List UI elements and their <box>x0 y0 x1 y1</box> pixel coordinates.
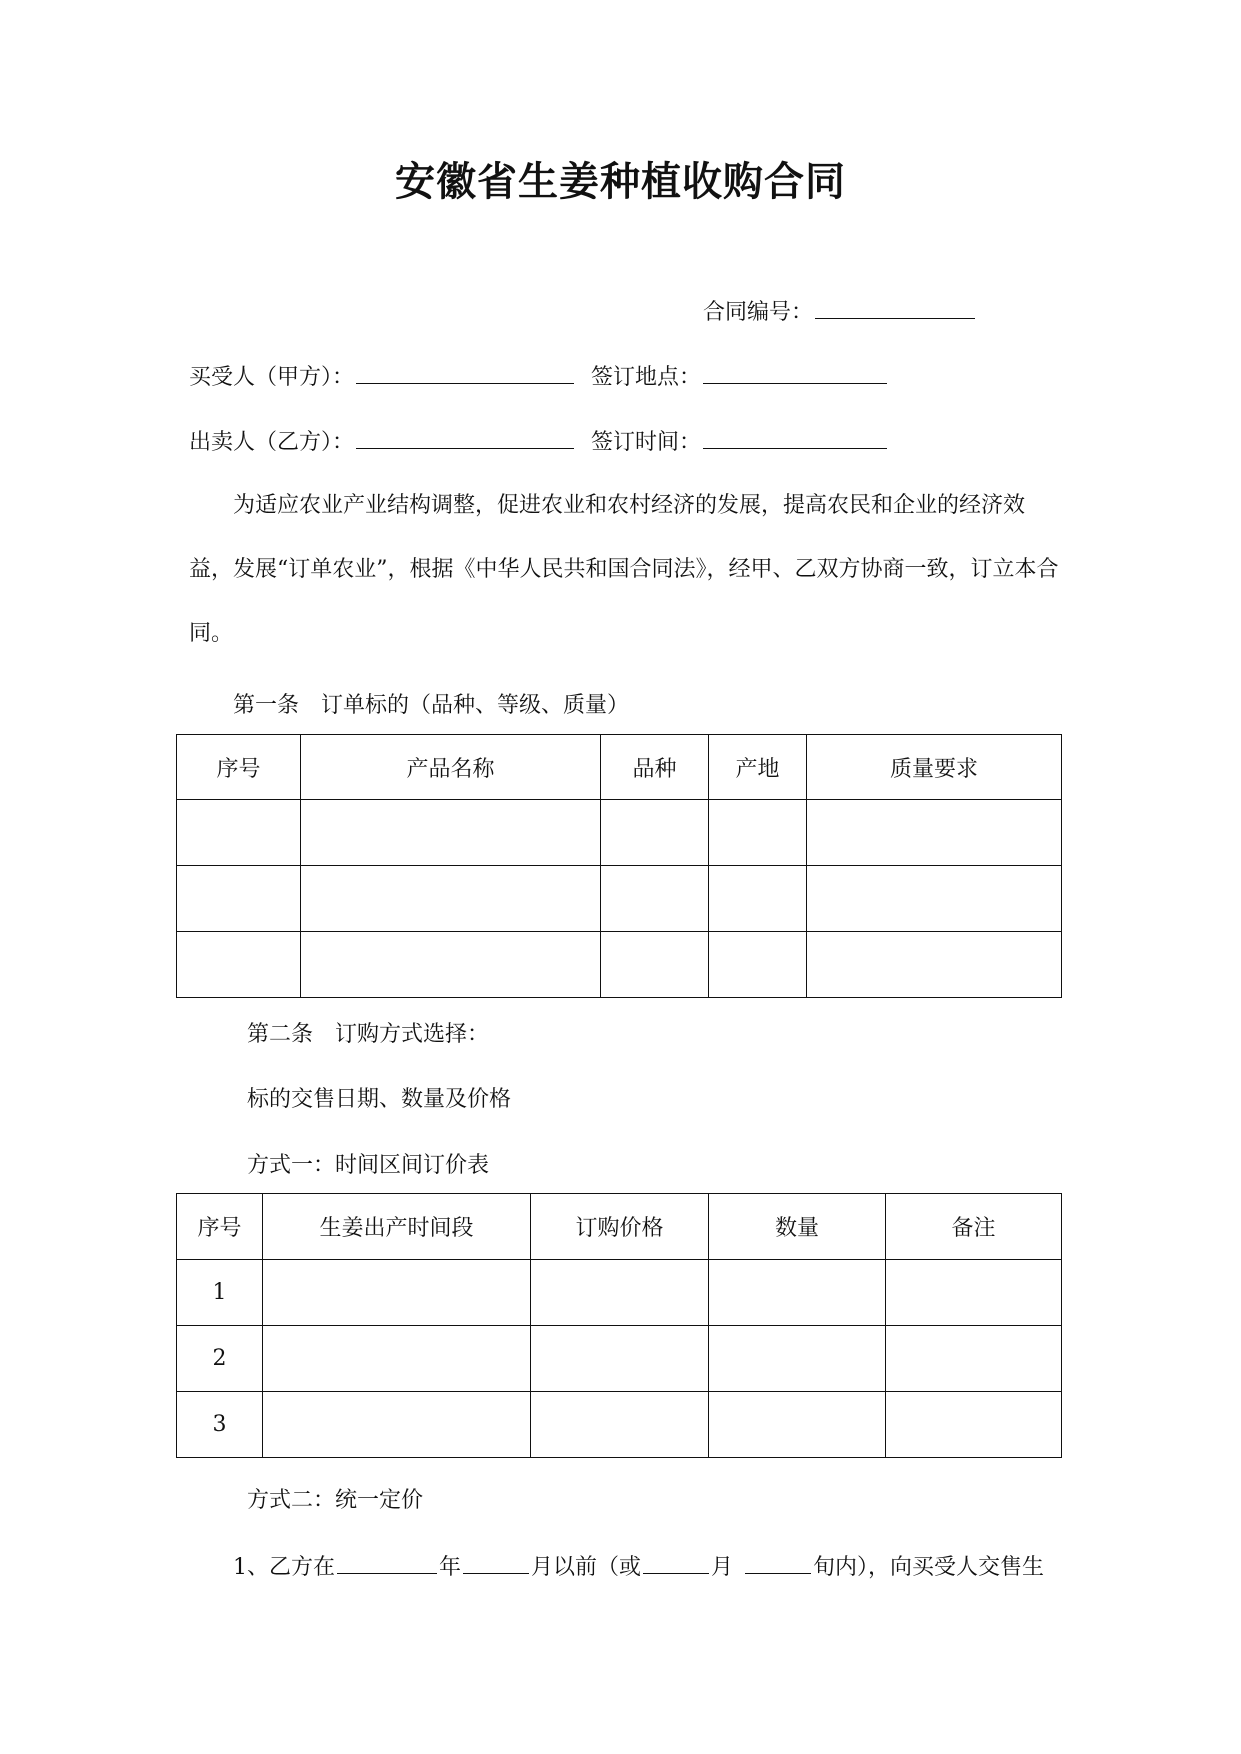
time-interval-price-table <box>176 1193 1062 1458</box>
table-cell[interactable] <box>263 1392 531 1458</box>
table-cell[interactable] <box>177 932 301 998</box>
table-row <box>177 1326 1062 1392</box>
table-cell[interactable] <box>177 800 301 866</box>
table-cell[interactable] <box>601 800 709 866</box>
table-cell[interactable] <box>531 1392 709 1458</box>
table-cell[interactable] <box>301 932 601 998</box>
xun-blank[interactable] <box>745 1551 811 1574</box>
column-header: 备注 <box>886 1194 1062 1260</box>
table-row <box>177 866 1062 932</box>
month-blank[interactable] <box>463 1551 529 1574</box>
table-row <box>177 1260 1062 1326</box>
table-cell[interactable] <box>886 1260 1062 1326</box>
table-cell[interactable] <box>301 800 601 866</box>
buyer-label: 买受人（甲方）： <box>189 365 355 390</box>
table-cell[interactable] <box>807 866 1062 932</box>
sign-time-blank[interactable] <box>703 426 887 449</box>
sign-place-blank[interactable] <box>703 361 887 384</box>
article2-subheading: 标的交售日期、数量及价格 <box>247 1087 512 1112</box>
table-row <box>177 800 1062 866</box>
clause-1-prefix: 1、乙方在 <box>233 1555 335 1580</box>
column-header: 序号 <box>177 1194 263 1260</box>
table-header-row <box>177 1194 1062 1260</box>
sign-place-label: 签订地点： <box>591 365 702 390</box>
column-header: 订购价格 <box>531 1194 709 1260</box>
table-cell[interactable] <box>807 800 1062 866</box>
clause-1-month: 月 <box>711 1555 734 1580</box>
document-title: 安徽省生姜种植收购合同 <box>395 158 846 205</box>
table-row <box>177 1392 1062 1458</box>
table-cell[interactable] <box>531 1326 709 1392</box>
row-number: 1 <box>177 1260 263 1326</box>
method1-label: 方式一：时间区间订价表 <box>247 1153 490 1178</box>
contract-number-label: 合同编号： <box>703 300 814 325</box>
contract-number-blank[interactable] <box>815 296 975 319</box>
column-header: 数量 <box>709 1194 886 1260</box>
table-cell[interactable] <box>886 1326 1062 1392</box>
seller-label: 出卖人（乙方）： <box>189 430 355 455</box>
table-row <box>177 932 1062 998</box>
clause-1-month-before: 月以前（或 <box>531 1555 642 1580</box>
column-header: 产地 <box>709 735 807 800</box>
table-cell[interactable] <box>709 1260 886 1326</box>
seller-blank[interactable] <box>356 426 574 449</box>
alt-month-blank[interactable] <box>643 1551 709 1574</box>
column-header: 产品名称 <box>301 735 601 800</box>
sign-time-label: 签订时间： <box>591 430 702 455</box>
table-cell[interactable] <box>263 1326 531 1392</box>
table-cell[interactable] <box>709 1326 886 1392</box>
article2-heading: 第二条 订购方式选择： <box>247 1022 490 1047</box>
clause-1-xun: 旬内），向买受人交售生 <box>813 1555 1045 1580</box>
table-cell[interactable] <box>601 932 709 998</box>
table-cell[interactable] <box>531 1260 709 1326</box>
year-blank[interactable] <box>337 1551 437 1574</box>
row-number: 3 <box>177 1392 263 1458</box>
table-cell[interactable] <box>709 1392 886 1458</box>
buyer-row <box>189 360 889 391</box>
contract-number-row <box>703 295 977 326</box>
column-header: 生姜出产时间段 <box>263 1194 531 1260</box>
column-header: 序号 <box>177 735 301 800</box>
method2-label: 方式二：统一定价 <box>247 1488 424 1513</box>
table-header-row <box>177 735 1062 800</box>
table-cell[interactable] <box>709 800 807 866</box>
table-cell[interactable] <box>601 866 709 932</box>
table-cell[interactable] <box>807 932 1062 998</box>
table-cell[interactable] <box>301 866 601 932</box>
buyer-blank[interactable] <box>356 361 574 384</box>
table-cell[interactable] <box>177 866 301 932</box>
article1-heading: 第一条 订单标的（品种、等级、质量） <box>233 693 630 718</box>
order-subject-table <box>176 734 1062 998</box>
column-header: 品种 <box>601 735 709 800</box>
column-header: 质量要求 <box>807 735 1062 800</box>
seller-row <box>189 425 889 456</box>
table-cell[interactable] <box>709 932 807 998</box>
table-cell[interactable] <box>886 1392 1062 1458</box>
table-cell[interactable] <box>709 866 807 932</box>
intro-paragraph: 为适应农业产业结构调整，促进农业和农村经济的发展，提高农民和企业的经济效益，发展“订单农业”，根据《中华人民共和国合同法》，经甲、乙双方协商一致，订立本合同。 <box>189 493 1059 646</box>
table-cell[interactable] <box>263 1260 531 1326</box>
clause-1-year: 年 <box>439 1555 462 1580</box>
row-number: 2 <box>177 1326 263 1392</box>
clause-1 <box>233 1550 1044 1581</box>
